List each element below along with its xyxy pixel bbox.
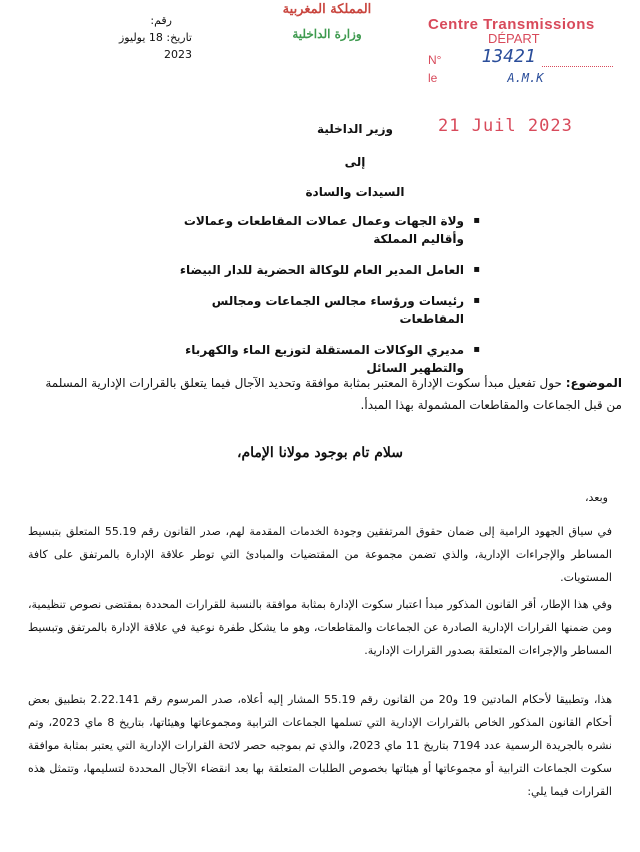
- addressee-list: [160, 212, 480, 390]
- sender: وزير الداخلية: [317, 122, 393, 136]
- paragraph-3: هذا، وتطبيقا لأحكام المادتين 19 و20 من القانون رقم 55.19 المشار إليه أعلاه، صدر المرسوم رقم 2.22.141 بتطبيق بعض أحكام القانون المذكور الخاص بالقرارات الإدارية التي تسلمها الجماعات الترابية ومجموعاتها وهيئاتها، بتاريخ 8 ماي 2023، وتم نشره بالجريدة الرسمية عدد 7194 بتاريخ 11 ماي 2023، والذي تم بموجبه حصر لائحة القرارات الإدارية التي يعتبر بمثابة موافقة سكوت الجماعات الترابية أو مجموعاتها أو هيئاتها بخصوص الطلبات المتعلقة بها بعد انقضاء الآجال المحددة لتسليمها، وتتمثل هذه القرارات فيما يلي:: [28, 693, 612, 798]
- stamp-subtitle: DÉPART: [488, 31, 540, 46]
- paragraph-2: وفي هذا الإطار، أقر القانون المذكور مبدأ اعتبار سكوت الإدارة بمثابة موافقة بالنسبة للقرارات المحددة بمقتضى نصوص تنظيمية، ومن ضمنها القرارات الإدارية الصادرة عن الجماعات والمقاطعات، وهو ما يشكل طفرة نوعية في علاقة الإدارة بالمرتفق وتبسيط المساطر والإجراءات المتعلقة بصدور القرارات الإدارية.: [28, 598, 612, 657]
- stamp-second-row: [428, 71, 613, 85]
- stamp-number-row: [428, 46, 613, 67]
- paragraph-1: في سياق الجهود الرامية إلى ضمان حقوق المرتفقين وجودة الخدمات المقدمة لهم، صدر القانون رقم 55.19 المتعلق بتبسيط المساطر والإجراءات الإدارية، والذي تضمن مجموعة من المقتضيات والمبادئ التي توطر علاقة الإدارة بالمرتفق على كافة المستويات.: [28, 525, 612, 584]
- addressees-title: السيدات والسادة: [305, 185, 405, 199]
- subject: [30, 372, 622, 416]
- stamp-number-label: N°: [428, 53, 442, 67]
- to-label: إلى: [344, 155, 366, 169]
- ministry-name: وزارة الداخلية: [292, 27, 362, 41]
- date-stamp: 21 Juil 2023: [438, 116, 573, 136]
- letterhead: [262, 2, 392, 41]
- list-item: ▪ ولاة الجهات وعمال عمالات المقاطعات وعمالات وأقاليم المملكة: [160, 212, 480, 248]
- reference-date: تاريخ: 18 يوليوز 2023: [119, 31, 192, 61]
- greeting: وبعد،: [584, 491, 608, 504]
- list-item: ▪ العامل المدير العام للوكالة الحضرية للدار البيضاء: [160, 261, 480, 279]
- stamp-number-value: 13421: [481, 46, 536, 67]
- list-item: ▪ مديري الوكالات المستقلة لتوزيع الماء والكهرباء والتطهير السائل: [160, 341, 480, 377]
- subject-text: حول تفعيل مبدأ سكوت الإدارة المعتبر بمثابة موافقة وتحديد الآجال فيما يتعلق بالقرارات الإدارية المسلمة من قبل الجماعات والمقاطعات المشمولة بهذا المبدأ.: [45, 376, 622, 412]
- reference-block: [92, 12, 192, 63]
- stamp-second-value: A.M.K: [507, 71, 544, 85]
- stamp-second-label: le: [428, 71, 438, 85]
- stamp-title: Centre Transmissions: [428, 16, 595, 33]
- reference-number-label: رقم:: [150, 14, 172, 27]
- salutation: سلام تام بوجود مولانا الإمام،: [236, 445, 404, 461]
- transmission-stamp: [428, 16, 613, 85]
- kingdom-name: المملكة المغربية: [282, 2, 372, 17]
- stamp-dotted-line: [542, 54, 613, 67]
- list-item: ▪ رئيسات ورؤساء مجالس الجماعات ومجالس المقاطعات: [160, 292, 480, 328]
- subject-label: الموضوع:: [565, 376, 622, 390]
